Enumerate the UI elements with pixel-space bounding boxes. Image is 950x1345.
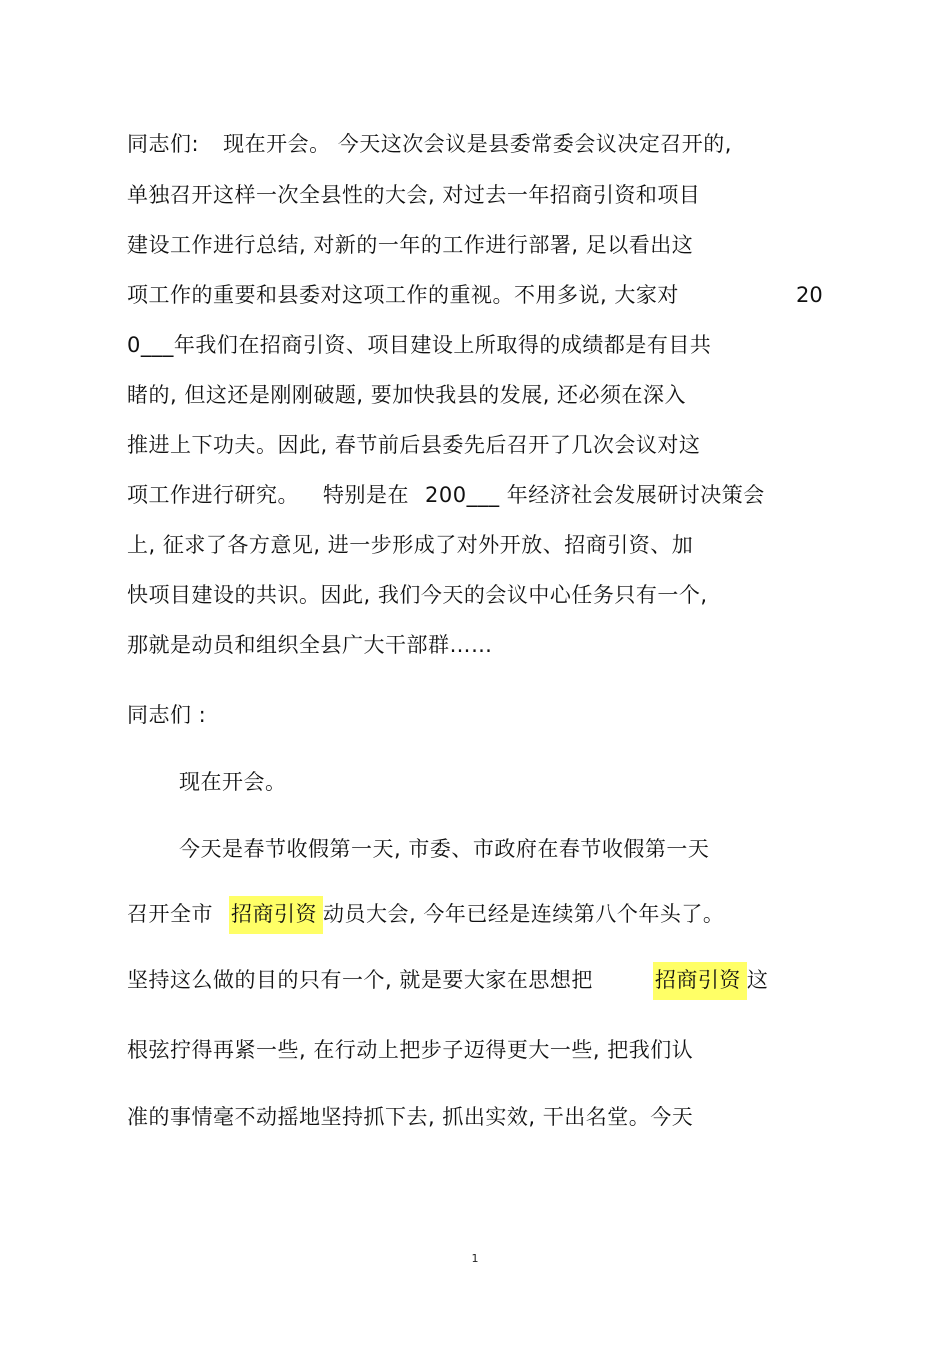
paragraph2-line3-post: 这	[746, 968, 769, 992]
paragraph2-line3	[127, 966, 768, 1000]
paragraph1-line8	[127, 481, 765, 509]
paragraph1-line3: 建设工作进行总结, 对新的一年的工作进行部署, 足以看出这	[127, 233, 694, 257]
paragraph2-line2-pre: 召开全市	[127, 902, 213, 926]
paragraph2-line2-post: 动员大会, 今年已经是连续第八个年头了。	[323, 902, 725, 926]
paragraph2-line1: 今天是春节收假第一天, 市委、市政府在春节收假第一天	[179, 837, 710, 861]
paragraph1-line6: 睹的, 但这还是刚刚破题, 要加快我县的发展, 还必须在深入	[127, 383, 687, 407]
paragraph1-line8-part1: 项工作进行研究。	[127, 483, 299, 507]
paragraph1-line10: 快项目建设的共识。因此, 我们今天的会议中心任务只有一个,	[127, 583, 708, 607]
paragraph1-line2: 单独召开这样一次全县性的大会, 对过去一年招商引资和项目	[127, 183, 701, 207]
paragraph1-line9: 上, 征求了各方意见, 进一步形成了对外开放、招商引资、加	[127, 533, 694, 557]
paragraph2-line5: 准的事情毫不动摇地坚持抓下去, 抓出实效, 干出名堂。今天	[127, 1105, 694, 1129]
salutation-inline: 同志们:	[127, 132, 200, 156]
page-number: 1	[471, 1252, 479, 1265]
paragraph1-line7: 推进上下功夫。因此, 春节前后县委先后召开了几次会议对这	[127, 433, 701, 457]
paragraph1-line11: 那就是动员和组织全县广大干部群……	[127, 633, 493, 657]
opening-statement: 现在开会。	[179, 770, 287, 794]
paragraph1-line8-part3: 200___ 年经济社会发展研讨决策会	[425, 483, 765, 507]
paragraph1-line1	[127, 130, 732, 158]
paragraph2-line3-pre: 坚持这么做的目的只有一个, 就是要大家在思想把	[127, 968, 593, 992]
paragraph1-line5: 0___年我们在招商引资、项目建设上所取得的成绩都是有目共	[127, 333, 712, 357]
paragraph2-line2	[127, 900, 724, 934]
paragraph2-line4: 根弦拧得再紧一些, 在行动上把步子迈得更大一些, 把我们认	[127, 1038, 694, 1062]
paragraph1-line1-text: 现在开会。 今天这次会议是县委常委会议决定召开的,	[223, 132, 732, 156]
highlighted-term: 招商引资	[229, 896, 323, 934]
paragraph1-line4: 项工作的重要和县委对这项工作的重视。不用多说, 大家对	[127, 283, 679, 307]
salutation: 同志们 :	[127, 703, 207, 727]
paragraph1-right-number: 20	[796, 283, 823, 307]
highlighted-term: 招商引资	[653, 962, 747, 1000]
paragraph1-line8-part2: 特别是在	[323, 483, 409, 507]
